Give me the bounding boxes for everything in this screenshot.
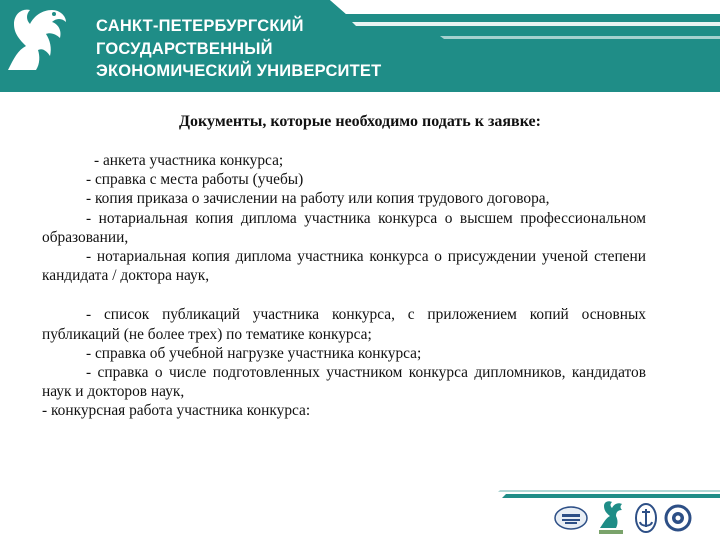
list-item: - конкурсная работа участника конкурса: bbox=[42, 402, 311, 420]
spacer bbox=[42, 285, 646, 305]
footer-band bbox=[0, 484, 720, 540]
griffin-icon bbox=[0, 0, 70, 72]
university-name bbox=[96, 15, 381, 83]
list-item: - справка с места работы (учебы) bbox=[86, 171, 304, 189]
header-band bbox=[0, 0, 720, 92]
griffin-small-icon bbox=[596, 500, 626, 536]
document-list bbox=[42, 151, 646, 421]
list-item: - нотариальная копия диплома участника конкурса о присуждении ученой степени кандидата / доктора наук, bbox=[42, 248, 646, 285]
emblem-icon bbox=[554, 506, 588, 530]
list-item: - справка об учебной нагрузке участника конкурса; bbox=[86, 344, 422, 362]
circle-emblem-icon bbox=[664, 504, 692, 532]
university-name-line2: ГОСУДАРСТВЕННЫЙ bbox=[96, 39, 273, 58]
anchor-icon bbox=[634, 502, 658, 534]
slide-title: Документы, которые необходимо подать к заявке: bbox=[179, 113, 541, 130]
university-name-line1: САНКТ-ПЕТЕРБУРГСКИЙ bbox=[96, 17, 304, 35]
university-name-line3: ЭКОНОМИЧЕСКИЙ УНИВЕРСИТЕТ bbox=[96, 62, 382, 80]
list-item: - список публикаций участника конкурса, с приложением копий основных публикаций (не более трех) по тематике конкурса; bbox=[42, 306, 646, 343]
list-item: - анкета участника конкурса; bbox=[94, 152, 284, 169]
list-item: - нотариальная копия диплома участника конкурса о высшем профессиональном образовании, bbox=[42, 209, 646, 246]
list-item: - копия приказа о зачислении на работу или копия трудового договора, bbox=[86, 190, 550, 208]
list-item: - справка о числе подготовленных участником конкурса дипломников, кандидатов наук и докторов наук, bbox=[42, 364, 646, 401]
